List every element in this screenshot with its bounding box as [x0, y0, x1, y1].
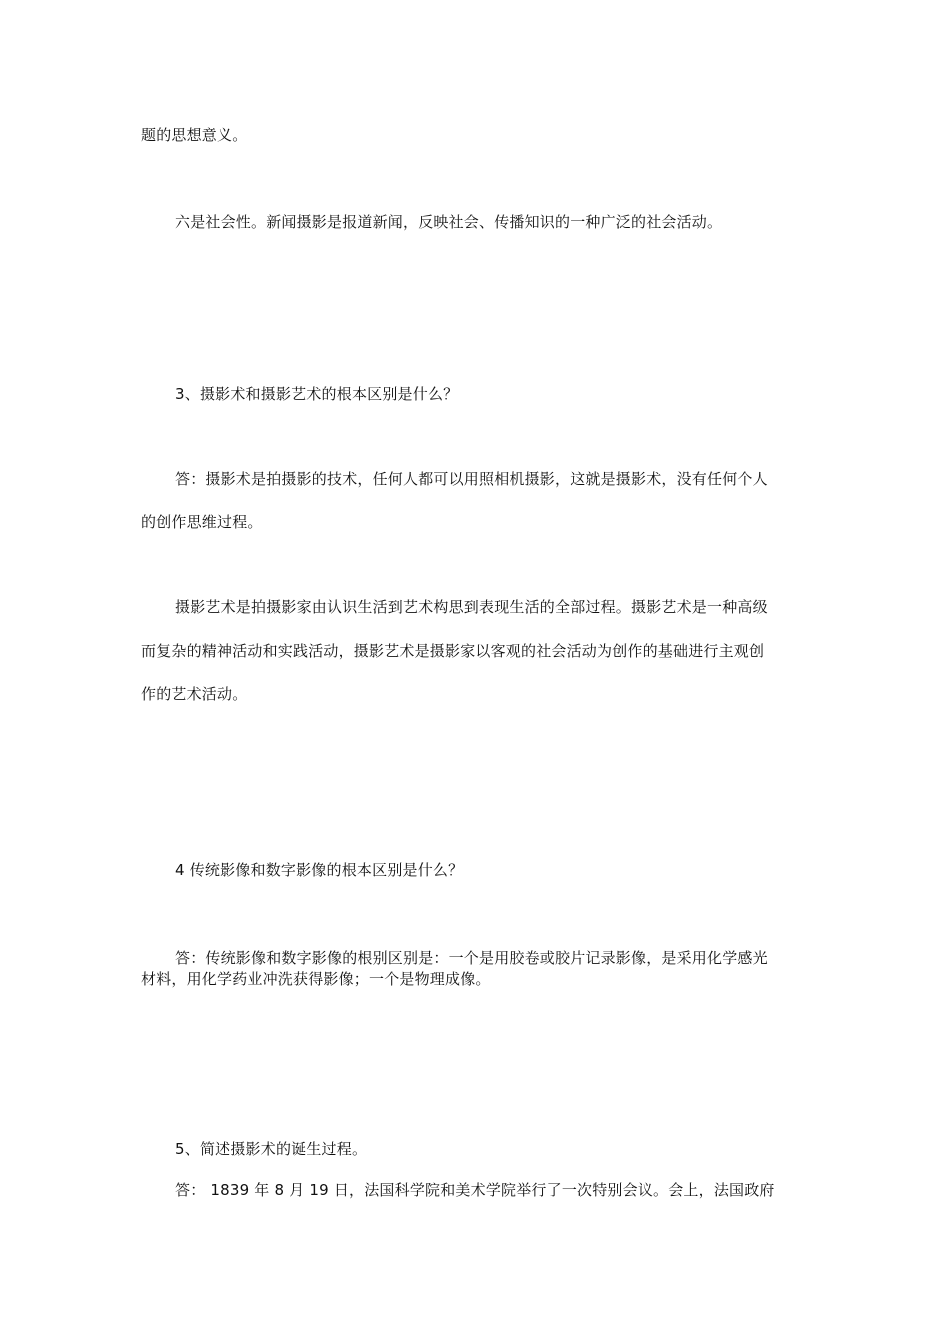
paragraph-line: 答： 1839 年 8 月 19 日，法国科学院和美术学院举行了一次特别会议。会上，法国政府: [175, 1181, 775, 1199]
question-heading: 4 传统影像和数字影像的根本区别是什么？: [175, 861, 464, 879]
paragraph-line: 的创作思维过程。: [141, 513, 263, 531]
question-heading: 3、摄影术和摄影艺术的根本区别是什么？: [175, 385, 459, 403]
paragraph-line: 而复杂的精神活动和实践活动，摄影艺术是摄影家以客观的社会活动为创作的基础进行主观创: [141, 642, 765, 660]
question-heading: 5、简述摄影术的诞生过程。: [175, 1140, 368, 1158]
paragraph-line: 六是社会性。新闻摄影是报道新闻，反映社会、传播知识的一种广泛的社会活动。: [175, 213, 723, 231]
paragraph-line: 题的思想意义。: [141, 126, 248, 144]
paragraph-line: 答：传统影像和数字影像的根别区别是：一个是用胶卷或胶片记录影像，是采用化学感光: [175, 949, 768, 967]
paragraph-line: 答：摄影术是拍摄影的技术，任何人都可以用照相机摄影，这就是摄影术，没有任何个人: [175, 470, 768, 488]
paragraph-line: 材料，用化学药业冲洗获得影像；一个是物理成像。: [141, 970, 491, 988]
paragraph-line: 作的艺术活动。: [141, 685, 248, 703]
paragraph-line: 摄影艺术是拍摄影家由认识生活到艺术构思到表现生活的全部过程。摄影艺术是一种高级: [175, 598, 768, 616]
